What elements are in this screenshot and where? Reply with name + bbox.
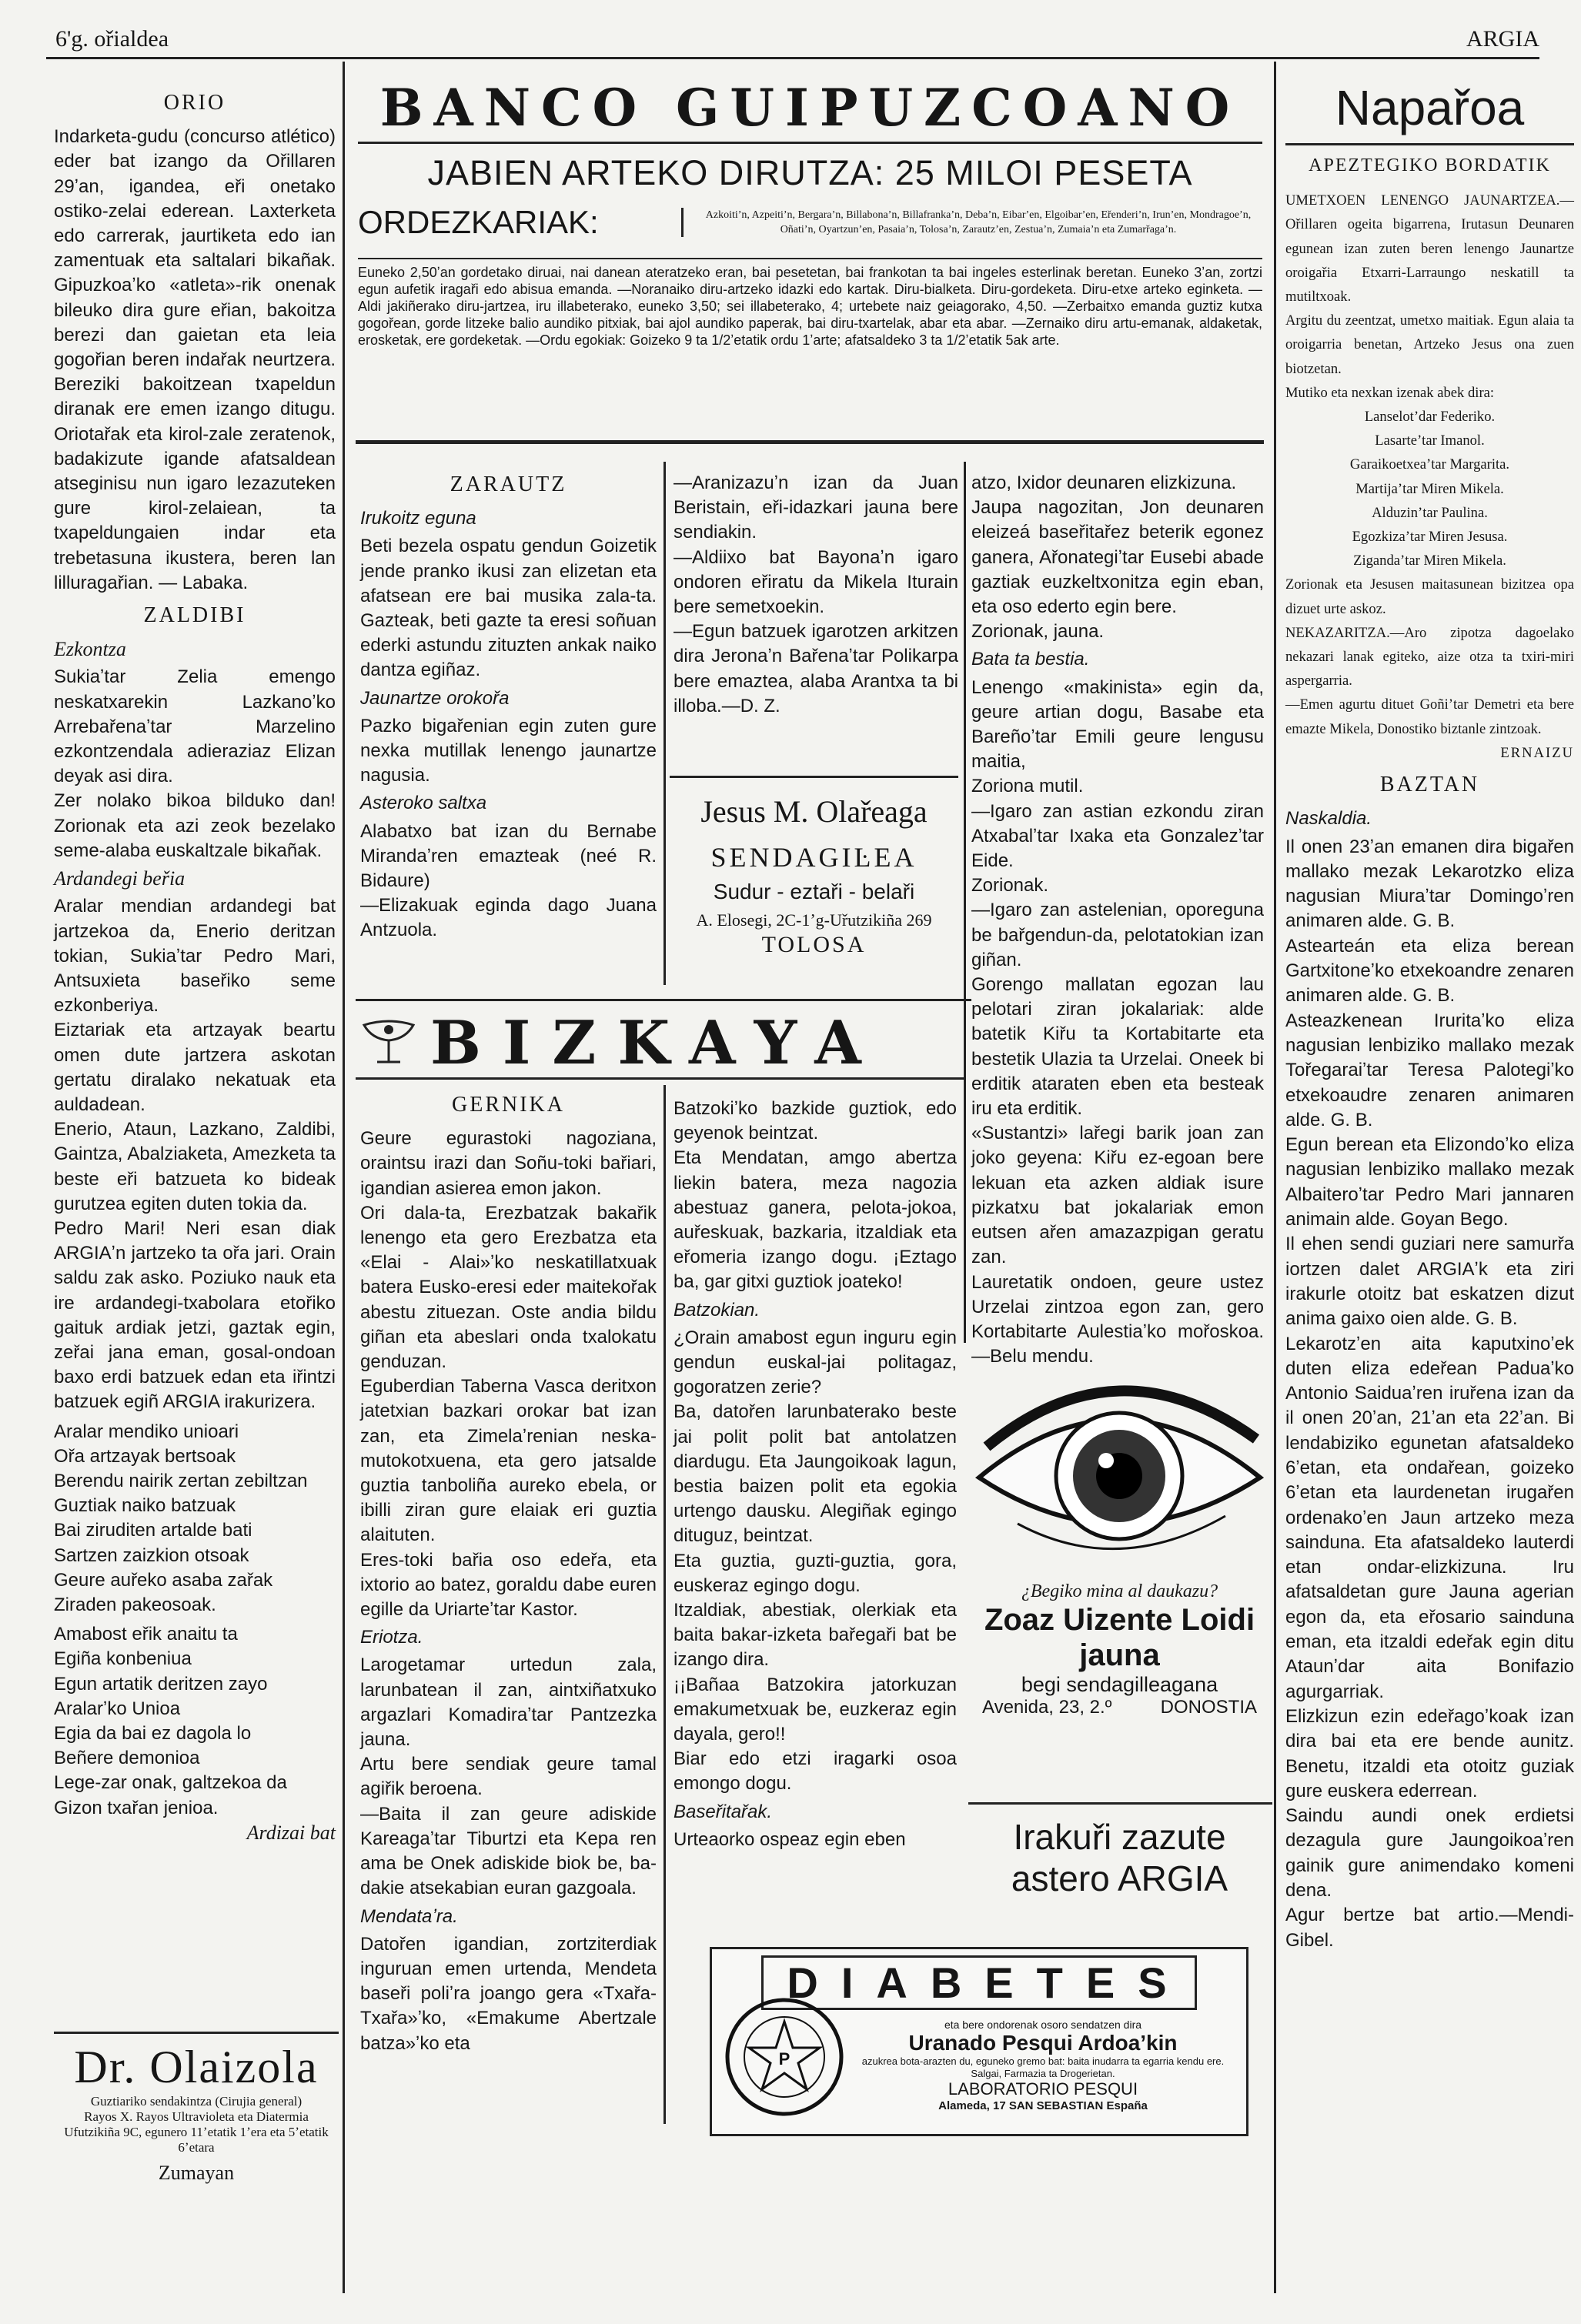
paragraph: Astearteán eta eliza berean Gartxitoneʼko etxekoandre zenaren animaren alde. G. B. xyxy=(1285,935,1574,1007)
bizkaya-body-2 xyxy=(674,1097,957,1852)
subhead: Mendataʼra. xyxy=(360,1905,458,1927)
masthead: ARGIA xyxy=(1466,26,1539,52)
paragraph: Elizkizun ezin edeřagoʼkoak izan dira bai eta ere bende aunitz. Benetu, itzaldi eta otoitz guziak gure euskera ederrean. xyxy=(1285,1705,1574,1801)
poem-line: Beñere demonioa xyxy=(54,1748,200,1769)
name-entry: Alduzinʼtar Paulina. xyxy=(1372,504,1488,521)
subhead: Jaunartze orokořa xyxy=(360,687,510,709)
ad-title: Jesus M. Olařeaga xyxy=(700,794,928,829)
paragraph: Zoriona mutil. xyxy=(971,776,1084,797)
poem-line: Egiña konbeniua xyxy=(54,1648,192,1670)
paragraph: Lauretatik ondoen, geure ustez Urzelai zintzoa egon zan, gero Kortabitarte Aulestiaʼko mořoskoa.—Belu mendu. xyxy=(971,1271,1264,1367)
poem-line: Gizon txařan jenioa. xyxy=(54,1797,219,1818)
diabetes-text xyxy=(851,2018,1235,2112)
tree-emblem-icon xyxy=(358,1016,419,1070)
poem-line: Ořa artzayak bertsoak xyxy=(54,1445,236,1467)
col-divider-2 xyxy=(1274,62,1276,2293)
subhead-ezkontza: Ezkontza xyxy=(54,638,126,661)
poem-line: Geure auřeko asaba zařak xyxy=(54,1569,273,1591)
olarreaga-ad xyxy=(670,776,958,958)
diabetes-sub: eta bere ondorenak osoro sendatzen dira xyxy=(944,2018,1142,2031)
paragraph: Argitu du zeentzat, umetxo maitiak. Egun alaia ta oroigarria benetan, Artzeko Jesus ona zuen biotzetan. xyxy=(1285,312,1574,377)
paragraph: Ori dala-ta, Erezbatzak bakařik lenengo eta gero Erezbatza eta «Elai - Alai»ʼko neskatillatxuak batera Eusko-eresi eder maitekořak abestu zituezan. Oste andia bildu giñan eta abeslari onda txalokatu genduzan. xyxy=(360,1202,657,1373)
paragraph: Zorionak. xyxy=(971,875,1049,897)
bizkaya-col-1 xyxy=(360,1085,657,2056)
paragraph: UMETXOEN LENENGO JAUNARTZEA.—Ořillaren ogeita bigarrena, Irutasun Deunaren egunean izan zuten beren lenengo Jaunartze oroigařia Etxarri-Larraungo neskatill ta mutiltxoak. xyxy=(1285,192,1574,306)
paragraph: —Aldiixo bat Bayonaʼn igaro ondoren eřiratu da Mikela Iturain bere semetxoekin. xyxy=(674,546,958,618)
nafarroa-body xyxy=(1285,189,1574,765)
zarautz-divider-2 xyxy=(964,462,966,1343)
paragraph: Eta Mendatan, amgo abertza liekin batera, meza nagozia abestuaz ganera, pelota-jokoa, auřeskuak, bazkaria, itzaldiak eta eřomeria izango dogu. ¡Eztago ba, gar gitxi guztiok joateko! xyxy=(674,1147,957,1293)
paragraph: Alabatxo bat izan du Bernabe Mirandaʼren emazteak (neé R. Bidaure) xyxy=(360,820,657,892)
paragraph: Mutiko eta nexkan izenak abek dira: xyxy=(1285,384,1495,401)
pesqui-emblem-icon xyxy=(723,1995,846,2119)
nafarroa-rule xyxy=(1285,143,1574,145)
section-title-baztan: BAZTAN xyxy=(1379,773,1480,797)
diabetes-note-2: Salgai, Farmazia ta Drogerietan. xyxy=(971,2068,1115,2079)
name-entry: Martijaʼtar Miren Mikela. xyxy=(1355,480,1504,497)
zarautz-col-2 xyxy=(674,471,958,719)
zarautz-col-3 xyxy=(971,471,1264,1369)
bizkaya-col-2 xyxy=(674,1097,957,1852)
poem-line: Aralar mendiko unioari xyxy=(54,1421,239,1442)
nafarroa-title: Napařoa xyxy=(1335,80,1525,135)
paragraph: Geure egurastoki nagoziana, oraintsu irazi dan Soñu-toki bařiari, igandian asierea emon jakon. xyxy=(360,1128,657,1199)
bizkaya-bottom-rule xyxy=(356,1077,964,1080)
header-rule xyxy=(46,57,1539,59)
eye-address-row xyxy=(971,1697,1268,1718)
paragraph: —Aranizazuʼn izan da Juan Beristain, eři-idazkari jauna bere sendiakin. xyxy=(674,472,958,543)
paragraph: Saindu aundi onek erdietsi dezagula gure Jaungoikoaʼren gainik gure animendako komeni dena. xyxy=(1285,1805,1574,1902)
diabetes-lab: LABORATORIO PESQUI xyxy=(948,2079,1138,2099)
bizkaya-top-rule xyxy=(356,999,971,1001)
paragraph: Egun berean eta Elizondoʼko eliza nagusian lenbiziko mallako mezak Albaiteroʼtar Pedro Mari jannaren animain alde. Goyan Bego. xyxy=(1285,1134,1574,1230)
paragraph: NEKAZARITZA.—Aro zipotza dagoelako nekazari lanak egiteko, aize otza ta txiri-miri aspergarria. xyxy=(1285,624,1574,690)
eye-line: begi sendagilleagana xyxy=(1021,1673,1218,1696)
subhead: Batzokian. xyxy=(674,1299,760,1321)
diabetes-name: Uranado Pesqui Ardoaʼkin xyxy=(908,2031,1178,2055)
agents-label: ORDEZKARIAK: xyxy=(358,204,599,240)
paragraph: Pazko bigařenian egin zuten gure nexka mutillak lenengo jaunartze nagusia. xyxy=(360,715,657,786)
bank-title: BANCO GUIPUZCOANO xyxy=(379,78,1241,138)
subhead-ardandegi: Ardandegi beřia xyxy=(54,867,186,890)
paragraph: Beti bezela ospatu gendun Goizetik jende pranko ikusi zan elizetan eta afatsean ere bai musika zala-ta. Gazteak, beti gazte ta eresi soñuan ederki astundu zituzten ankak naiko dantza egiñaz. xyxy=(360,536,657,681)
bank-agents-row xyxy=(358,204,1262,241)
paragraph: —Igaro zan astelenian, oporeguna be bařgendun-da, pelotatokian izan giñan. xyxy=(971,900,1264,970)
ad-line: Ufutzikiña 9C, egunero 11ʼetatik 1ʼera eta 5ʼetatik 6ʼetara xyxy=(64,2125,329,2155)
poem-line: Bai ziruditen artalde bati xyxy=(54,1520,252,1541)
ad-line: A. Elosegi, 2C-1ʼg-Uřutzikiña 269 xyxy=(696,910,932,930)
paragraph: Biar edo etzi iragarki osoa emongo dogu. xyxy=(674,1748,957,1795)
argia-ad xyxy=(971,1816,1268,1899)
article-ardandegi-2: Eiztariak eta artzayak beartu omen dute jartzera askotan gertatu diralako nekatuak eta auldadean. xyxy=(54,1020,336,1115)
paragraph: Artu bere sendiak geure tamal agiřik beroena. xyxy=(360,1754,657,1800)
eye-name: Zoaz Uizente Loidi jauna xyxy=(984,1603,1255,1672)
ad-title: Dr. Olaizola xyxy=(74,2042,319,2092)
poem-2 xyxy=(54,1622,336,1821)
ad-line: Guztiariko sendakintza (Cirujia general) xyxy=(90,2094,302,2109)
bizkaya-title: BIZKAYA xyxy=(430,1007,883,1078)
argia-ad-line: astero ARGIA xyxy=(1011,1858,1228,1898)
diabetes-ad xyxy=(710,1947,1248,2136)
ad-place: Zumayan xyxy=(158,2162,235,2184)
bizkaya-divider xyxy=(663,1085,666,2124)
column-nafarroa xyxy=(1285,77,1574,1953)
signature: ERNAIZU xyxy=(1500,744,1574,761)
poem-line: Amabost eřik anaitu ta xyxy=(54,1624,238,1645)
paragraph: Asteazkenean Iruritaʼko eliza nagusian lenbiziko mallako mezak Tořegaraiʼtar Teresa Palotegiʼko etxekoaudre zenaren animaren alde. G. B. xyxy=(1285,1010,1574,1130)
ad-rule xyxy=(54,2032,339,2034)
poem-line: Aralarʼko Unioa xyxy=(54,1698,181,1719)
section-title-zarautz: ZARAUTZ xyxy=(450,472,567,496)
eye-icon xyxy=(971,1347,1268,1578)
poem-line: Sartzen zaizkion otsoak xyxy=(54,1544,249,1566)
name-entry: Garaikoetxeaʼtar Margarita. xyxy=(1349,456,1510,473)
article-ezkontza-2: Zer nolako bikoa bilduko dan! Zorionak eta azi zeok bezelako seme-alaba euskaltzale bikañak. xyxy=(54,790,336,861)
eye-city: DONOSTIA xyxy=(1160,1697,1257,1718)
paragraph: —Igaro zan astian ezkondu ziran Atxabalʼtar Ixaka eta Gonzalezʼtar Eide. xyxy=(971,800,1264,872)
paragraph: Lekarotzʼen aita kaputxinoʼek duten eliza edeřean Paduaʼko Antonio Saiduaʼren iruřena izan da il onen 20ʼan, 21ʼan eta 22ʼan. Bi lendabiziko egunetan afatsaldeko 6ʼetan, eta ondařean, goizeko 6ʼetan eta laurdenetan irugařen ordenakoʼen Jaun artzeko meza sainduna. Eta afatsaldeko lauterdi etan ondar-elizkizuna. Iru afatsaldetan gure Jauna agerian egon da, eta eřosario sainduna eman, eta itzaldi edeřak egin ditu Ataunʼdar aita Bonifazio agurgarriak. xyxy=(1285,1333,1574,1702)
subhead: Eriotza. xyxy=(360,1627,423,1648)
svg-text:P: P xyxy=(778,2049,790,2069)
zarautz-body-2 xyxy=(674,471,958,719)
subhead: Bata ta bestia. xyxy=(971,649,1090,670)
bizkaya-body-1 xyxy=(360,1127,657,2056)
paragraph: Eta guztia, guzti-guztia, gora, euskeraz egingo dogu. xyxy=(674,1550,957,1596)
col-divider-1 xyxy=(343,62,345,2293)
eye-address: Avenida, 23, 2.º xyxy=(982,1697,1112,1718)
zarautz-divider-1 xyxy=(663,462,666,985)
paragraph: Eguberdian Taberna Vasca deritxon jatetxian bazkari orokar bat izan zan, eta Zimelaʼrenian neska-mutokotxuena, eta gero jatsalde guztia tanboliña aureko ebela, or ibilli ziran gure elaiak eri guztia alaituten. xyxy=(360,1376,657,1546)
bizkaya-banner xyxy=(358,1007,966,1078)
subhead: Asteroko saltxa xyxy=(360,793,487,814)
poem-1 xyxy=(54,1420,336,1618)
paragraph: —Baita il zan geure adiskide Kareagaʼtar Tiburtzi eta Kepa ren ama be Onek adiskide biok be, ba-dakie atsekabian euran gazgoala. xyxy=(360,1803,657,1899)
paragraph: Itzaldiak, abestiak, olerkiak eta baita bakar-izketa bařegaři bat be izango dira. xyxy=(674,1600,957,1671)
paragraph: Ba, datořen larunbaterako beste jai polit polit bat antolatzen diardugu. Eta Jaungoikoak lagun, bestia baizen polit eta egokia urtengo dausku. Alegiñak egingo dituguz, beintzat. xyxy=(674,1401,957,1547)
ad-rule xyxy=(670,776,958,778)
paragraph: «Sustantzi» lařegi barik joan zan joko geyena: Kiřu ez-egoan bere lekuan eta azken aldiak isure pizkatxu bat jokalariak emon eutsen ařen amazazpigan geratu zan. xyxy=(971,1123,1264,1268)
name-entry: Lanselotʼdar Federiko. xyxy=(1364,409,1496,426)
bank-body: Euneko 2,50ʼan gordetako diruai, nai danean ateratzeko eran, bai pesetetan, bai frankotan ta bai ingeles esterlinak beretan. Euneko 3ʼan, zortzi egun aufetik iragaři edo abisua emanda. —Noranaiko diru-artzeko idazki edo kartak. Diru-bialketa. Diru-gordeketa. Diru-etxe arteko eginketa. —Aldi jakiñerako diru-jartzea, iru illabeterako, euneko 3,50; sei illabeterako, 4; urtebete naiz geiagorako, 4,50. —Zerbaitxo emanda guztiz kutxa gogořean, gorde litzeke balio aundiko pitxiak, bai ajol aundiko paperak, bai diru-txartelak, abar eta abar. —Zernaiko diru artu-emanak, aldaketak, erosketak, ere gordeketak. —Ordu egokiak: Goizeko 9 ta 1/2ʼetatik ordu 1ʼarte; afatsaldeko 3 ta 1/2ʼetatik 5ak arte. xyxy=(358,258,1262,349)
section-title-gernika: GERNIKA xyxy=(452,1093,565,1117)
diabetes-address: Alameda, 17 SAN SEBASTIAN España xyxy=(938,2099,1148,2112)
ad-subtitle: SENDAGIĿEA xyxy=(710,842,918,873)
agents-list: Azkoitiʼn, Azpeitiʼn, Bergaraʼn, Billabonaʼn, Billafrankaʼn, Debaʼn, Eibarʼen, Elgoibarʼen, Eřenderiʼn, Irunʼen, Mondragoeʼn, Oñatiʼn, Oyartzunʼen, Pasaiaʼn, Tolosaʼn, Zarautzʼen, Zestuaʼn, Zumaiaʼn eta Zumarřagaʼn. xyxy=(681,208,1262,237)
zarautz-body-3 xyxy=(971,471,1264,1369)
paragraph: Eres-toki bařia oso edeřa, eta ixtorio ao batez, goraldu dabe euren egille da Uriarteʼtar Kastor. xyxy=(360,1549,657,1621)
section-title-orio: ORIO xyxy=(163,91,226,115)
argia-ad-line: Irakuři zazute xyxy=(1013,1817,1226,1857)
zarautz-col-1 xyxy=(360,465,657,943)
diabetes-note: azukrea bota-arazten du, eguneko gremo bat: baita inudarra ta egarria kendu ere. xyxy=(861,2055,1225,2067)
diabetes-title: DIABETES xyxy=(761,1955,1196,2010)
poem-line: Egun artatik deritzen zayo xyxy=(54,1673,268,1695)
subhead: Naskaldia. xyxy=(1285,808,1372,830)
paragraph: Jaupa nagozitan, Jon deunaren eleizeá baseřitařez beterik egonez ganera, Ařonategiʼtar Eusebi abade gaztiak euzkeltxonitza egin eban, eta oso ederto egin bere. xyxy=(971,497,1264,618)
poem-line: Ziraden pakeosoak. xyxy=(54,1594,216,1615)
page-number: 6'g. ořialdea xyxy=(55,26,169,52)
article-ardandegi: Aralar mendian ardandegi bat jartzekoa da, Enerio deritzan tokian, Sukiaʼtar Pedro Mari, Antsuxieta baseřiko seme ezkonberiya. xyxy=(54,896,336,1017)
article-ezkontza: Sukiaʼtar Zelia emengo neskatxarekin Lazkanoʼko Arrebařenaʼtar Marzelino ezkontzendala adieraziaz Elizan deyak asi dira. xyxy=(54,666,336,787)
name-entry: Lasarteʼtar Imanol. xyxy=(1375,432,1485,449)
section-title-zaldibi: ZALDIBI xyxy=(143,603,246,628)
paragraph: Gorengo mallatan egozan lau pelotari ziran jokalariak: alde batetik Kiřu ta Kortabitarte eta bestetik Ulazia ta Urzelai. Oneek bi erditik ataraten eben eta besteak iru eta erditik. xyxy=(971,974,1264,1120)
eye-question: ¿Begiko mina al daukazu? xyxy=(1021,1581,1218,1601)
column-orio-zaldibi xyxy=(54,83,336,1845)
article-ardandegi-4: Pedro Mari! Neri esan diak ARGIAʼn jartzeko ta ořa jari. Orain saldu zak asko. Poziuko nauk eta ire ardandegi-txabolara etořiko gaituk ardiak jetzi, gaztak egin, zeřai jana eman, gosal-ondoan baxo erdi batzuek edan eta iřintzi batzuek egiñ ARGIA irakurizera. xyxy=(54,1217,336,1413)
paragraph: Lenengo «makinista» egin da, geure artian dogu, Basabe eta Bareñoʼtar Emili geure lengusu maitia, xyxy=(971,676,1264,773)
olaizola-ad xyxy=(54,2032,339,2185)
paragraph: Batzokiʼko bazkide guztiok, edo geyenok beintzat. xyxy=(674,1098,957,1144)
paragraph: Il ehen sendi guziari nere samurřa iortzen dalet ARGIAʼk eta ziri irakurle otoitz bat eskatzen dizut anima gaixo oien alde. G. B. xyxy=(1285,1234,1574,1330)
ad-line: Rayos X. Rayos Ultravioleta eta Diatermia xyxy=(84,2109,309,2124)
bank-capital: JABIEN ARTEKO DIRUTZA: 25 MILOI PESETA xyxy=(427,153,1193,192)
paragraph: —Egun batzuek igarotzen arkitzen dira Jeronaʼn Bařenaʼtar Polikarpa bere emaztea, alaba Arantxa ta bi illoba.—D. Z. xyxy=(674,621,958,716)
eye-ad xyxy=(971,1347,1268,1718)
poem-line: Berendu nairik zertan zebiltzan xyxy=(54,1470,308,1491)
article-ardandegi-3: Enerio, Ataun, Lazkano, Zaldibi, Gaintza, Abalziaketa, Amezketa ta beste eři batzueta ko bideak gurutzea egiten duten tokia da. xyxy=(54,1119,336,1214)
bank-ad xyxy=(358,77,1262,349)
article-orio: Indarketa-gudu (concurso atlético) eder bat izango da Ořillaren 29ʼan, igandea, eři onetako ostiko-zelai ederean. Laxterketa edo carrerak, jaurtiketa edo ian zamentuak eta saltalari bikañak. Gipuzkoaʼko «atleta»-rik onenak bileuko dira gure eřian, bakoitza berezi dan gaietan eta leia gogořian beren indařak neurtzera. Bereziki bakoitzean txapeldun diranak ere emen izango ditugu. Oriotařak eta kirol-zale zeratenok, badakizute igande afatsaldean atseginisu nun igaro lezazuteken gure kirol-zelaiean, ta txapeldungaien indar eta trebetasuna ikustera, beren lan lilluragařian. — Labaka. xyxy=(54,126,336,593)
paragraph: Datořen igandian, zortziterdiak inguruan emen urtenda, Mendeta baseři poliʼra joango gera «Txařa-Txařa»ʼko, «Emakume Abertzale batza»ʼko eta xyxy=(360,1933,657,2054)
paragraph: atzo, Ixidor deunaren elizkizuna. xyxy=(971,472,1237,493)
bank-rule xyxy=(358,142,1262,144)
paragraph: ¿Orain amabost egun inguru egin gendun euskal-jai politagaz, gogoratzen zerie? xyxy=(674,1327,957,1398)
paragraph: Larogetamar urtedun zala, larunbatean il zan, aintxiñatxuko argazlari Komadiraʼtar Pantzezka jauna. xyxy=(360,1655,657,1751)
name-entry: Egozkizaʼtar Miren Jesusa. xyxy=(1352,529,1508,546)
paragraph: —Emen agurtu dituet Goñiʼtar Demetri eta bere emazte Mikela, Donostiko biztanle zintzoak. xyxy=(1285,696,1574,737)
paragraph: Zorionak, jauna. xyxy=(971,621,1105,643)
paragraph: —Elizakuak eginda dago Juana Antzuola. xyxy=(360,895,657,941)
eye-ad-rule xyxy=(968,1802,1272,1805)
signature: Ardizai bat xyxy=(246,1821,336,1844)
paragraph: Urteaorko ospeaz egin eben xyxy=(674,1828,906,1850)
bank-bottom-rule xyxy=(356,440,1264,444)
poem-line: Lege-zar onak, galtzekoa da xyxy=(54,1772,287,1794)
subhead: Baseřitařak. xyxy=(674,1801,773,1822)
paragraph: Agur bertze bat artio.—Mendi-Gibel. xyxy=(1285,1905,1574,1951)
nafarroa-subtitle: APEZTEGIKO BORDATIK xyxy=(1309,155,1551,175)
subhead: Irukoitz eguna xyxy=(360,508,476,529)
zarautz-body-1 xyxy=(360,506,657,943)
name-entry: Zigandaʼtar Miren Mikela. xyxy=(1353,553,1506,569)
poem-line: Egia da bai ez dagola lo xyxy=(54,1723,252,1744)
poem-line: Guztiak naiko batzuak xyxy=(54,1495,236,1517)
paragraph: Il onen 23ʼan emanen dira bigařen mallako mezak Lekarotzko eliza nagusian Miuraʼtar Domingoʼren animaren alde. G. B. xyxy=(1285,836,1574,932)
paragraph: Zorionak eta Jesusen maitasunean bizitzea opa dizuet urte askoz. xyxy=(1285,576,1574,617)
paragraph: ¡¡Bañaa Batzokira jatorkuzan emakumetxuak be, euzkeraz egin dayala, gero!! xyxy=(674,1674,957,1745)
baztan-body xyxy=(1285,806,1574,1953)
ad-city: TOLOSA xyxy=(761,932,867,957)
ad-line: Sudur - eztaři - belaři xyxy=(713,880,915,903)
